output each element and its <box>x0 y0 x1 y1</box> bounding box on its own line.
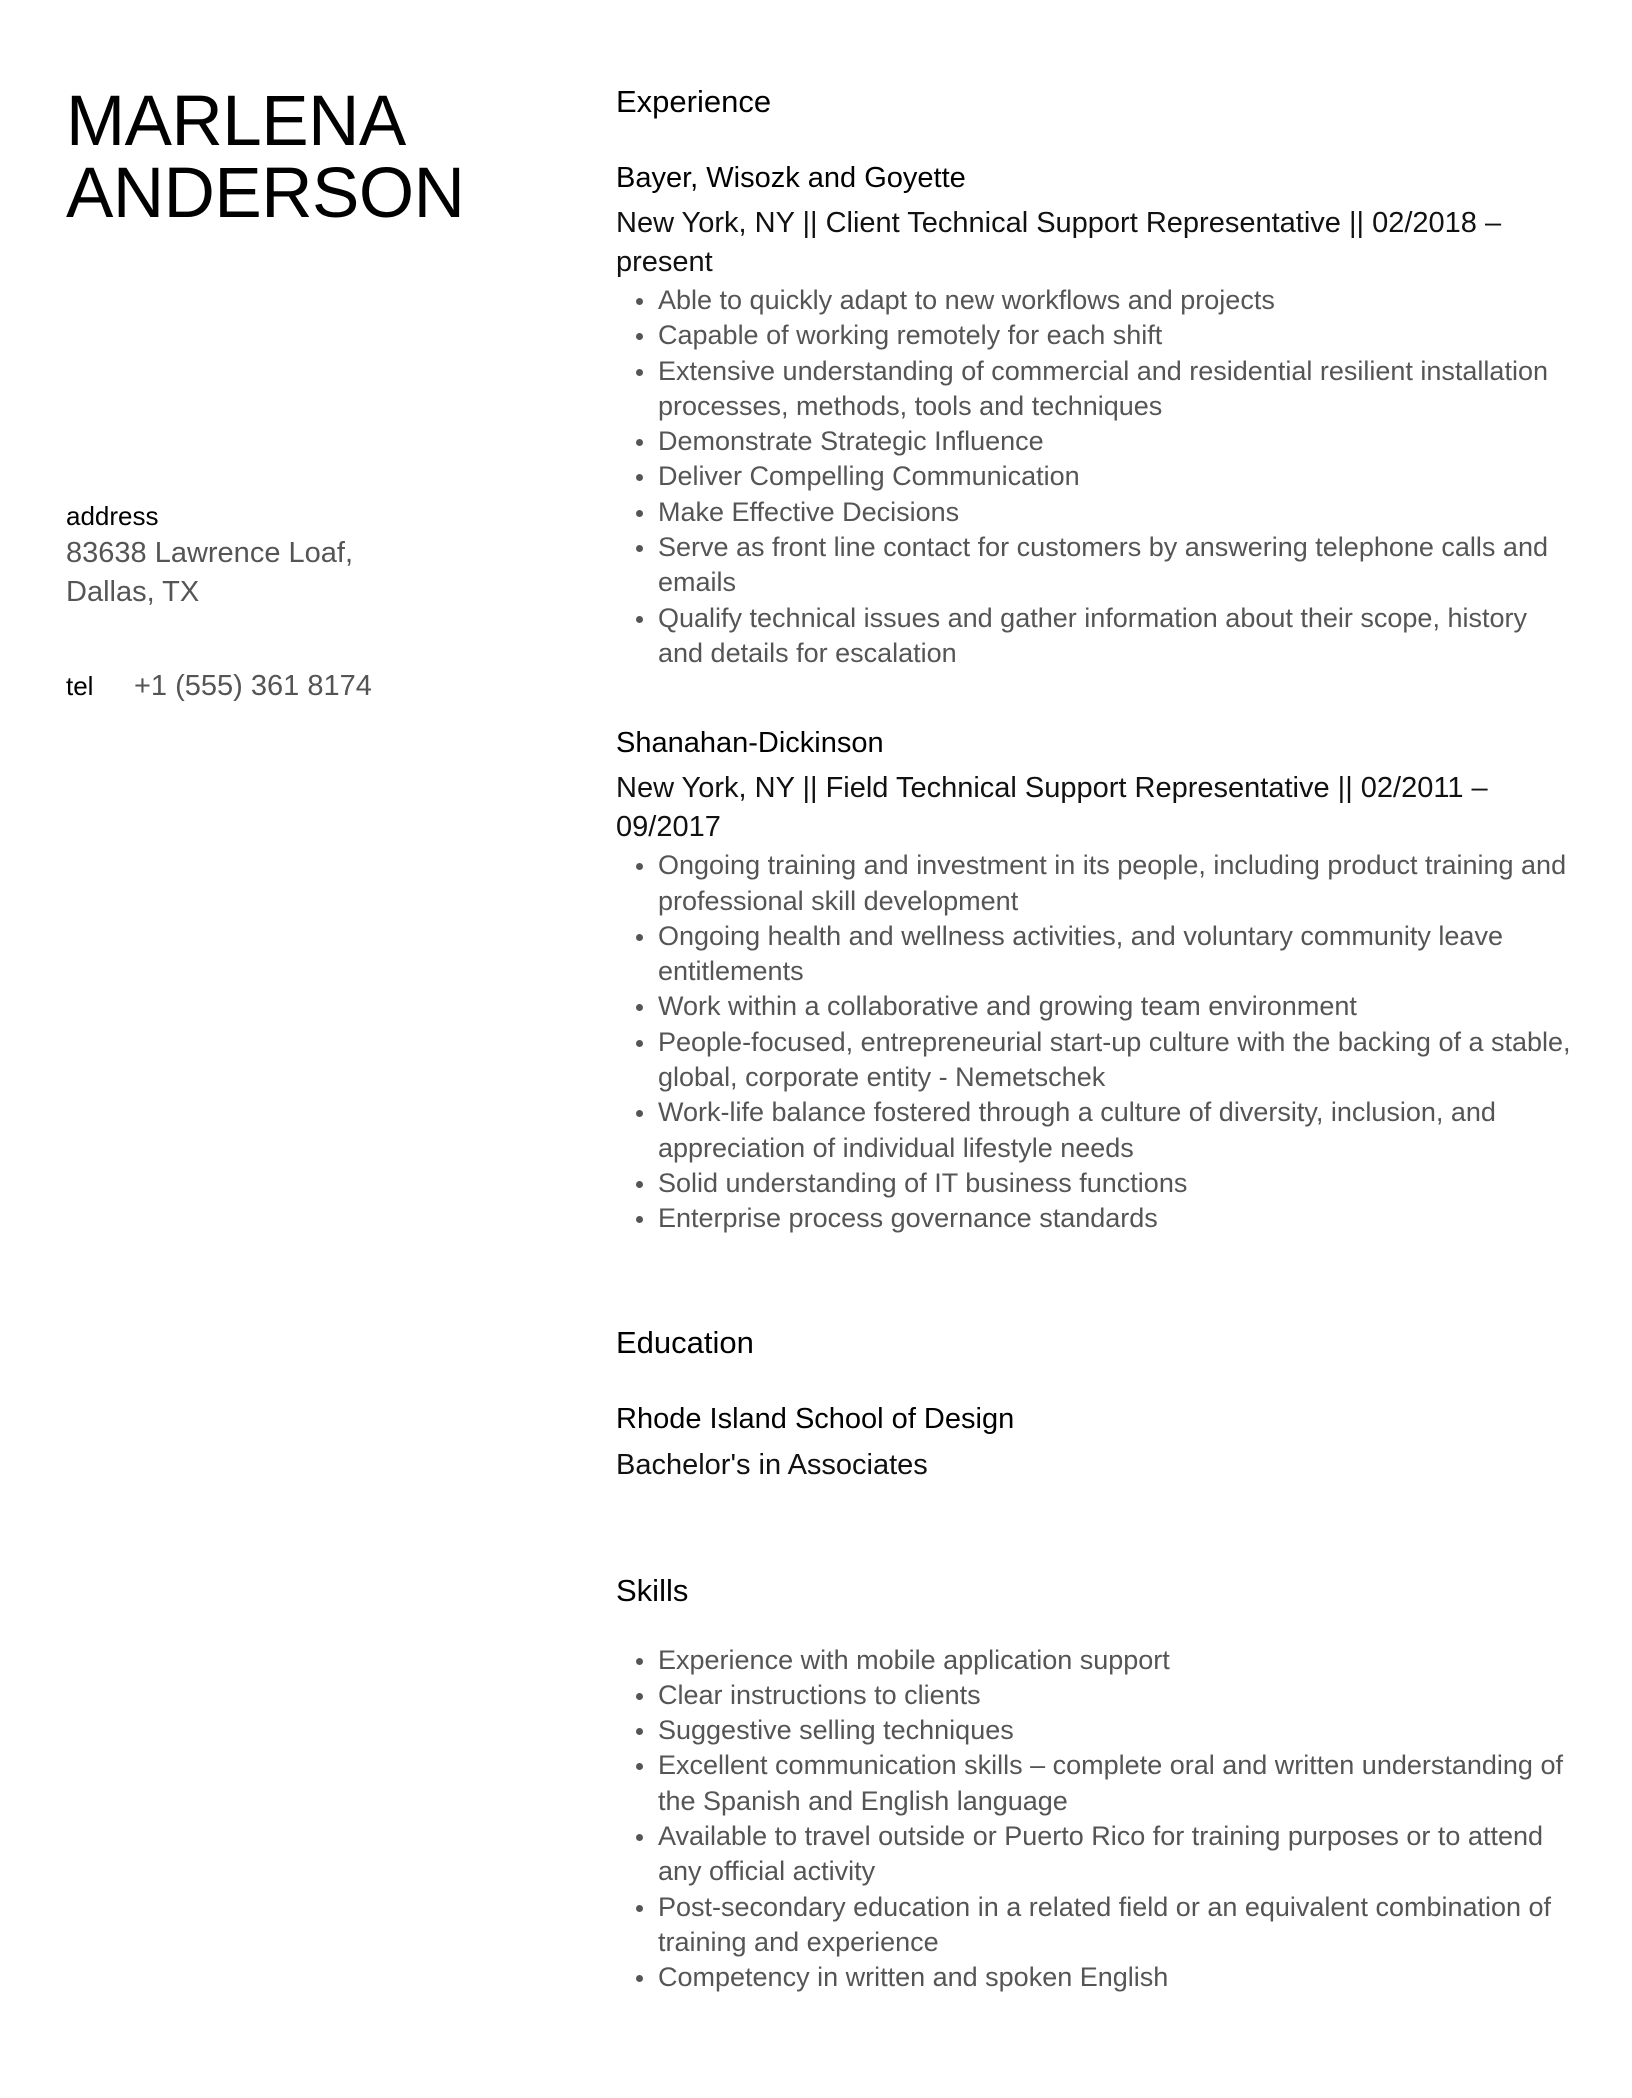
education-title: Education <box>616 1324 754 1360</box>
job-company: Bayer, Wisozk and Goyette <box>616 162 966 194</box>
address-value <box>66 534 353 612</box>
job-bullets <box>616 848 1576 1236</box>
bullet-item: Work-life balance fostered through a culture of diversity, inclusion, and appreciation of individual lifestyle needs <box>658 1095 1576 1166</box>
education-degree: Bachelor's in Associates <box>616 1448 928 1481</box>
bullet-item: Capable of working remotely for each shift <box>658 318 1576 353</box>
education-school: Rhode Island School of Design <box>616 1402 1015 1435</box>
skill-item: Clear instructions to clients <box>658 1678 1576 1713</box>
bullet-item: Able to quickly adapt to new workflows and projects <box>658 283 1576 318</box>
bullet-item: Qualify technical issues and gather information about their scope, history and details for escalation <box>658 601 1576 672</box>
skill-item: Competency in written and spoken English <box>658 1960 1576 1995</box>
address-label: address <box>66 501 159 531</box>
bullet-item: People-focused, entrepreneurial start-up culture with the backing of a stable, global, corporate entity - Nemetschek <box>658 1025 1576 1096</box>
bullet-item: Demonstrate Strategic Influence <box>658 424 1576 459</box>
tel-block <box>66 666 372 706</box>
bullet-item: Enterprise process governance standards <box>658 1201 1576 1236</box>
tel-value: +1 (555) 361 8174 <box>134 670 372 702</box>
bullet-item: Extensive understanding of commercial and residential resilient installation processes, methods, tools and techniques <box>658 354 1576 425</box>
name-first: MARLENA <box>66 82 406 161</box>
bullet-item: Work within a collaborative and growing team environment <box>658 989 1576 1024</box>
candidate-name <box>66 82 546 233</box>
skill-item: Excellent communication skills – complete oral and written understanding of the Spanish and English language <box>658 1748 1576 1819</box>
job-meta: New York, NY || Field Technical Support Representative || 02/2011 – 09/2017 <box>616 772 1488 844</box>
bullet-item: Deliver Compelling Communication <box>658 459 1576 494</box>
address-block <box>66 498 353 612</box>
job-bullets <box>616 283 1576 671</box>
skill-item: Post-secondary education in a related field or an equivalent combination of training and experience <box>658 1890 1576 1961</box>
bullet-item: Solid understanding of IT business functions <box>658 1166 1576 1201</box>
experience-section <box>616 82 1576 1237</box>
job-company: Shanahan-Dickinson <box>616 727 884 760</box>
main-column <box>616 82 1576 1996</box>
skills-title: Skills <box>616 1572 689 1608</box>
address-line-2: Dallas, TX <box>66 576 200 608</box>
job-entry <box>616 158 1576 671</box>
skill-item: Suggestive selling techniques <box>658 1713 1576 1748</box>
skills-section <box>616 1571 1576 1996</box>
skill-item: Available to travel outside or Puerto Rico for training purposes or to attend any official activity <box>658 1819 1576 1890</box>
bullet-item: Serve as front line contact for customers by answering telephone calls and emails <box>658 530 1576 601</box>
bullet-item: Ongoing health and wellness activities, and voluntary community leave entitlements <box>658 919 1576 990</box>
name-last: ANDERSON <box>66 154 465 233</box>
job-entry <box>616 723 1576 1236</box>
header-column <box>66 82 546 233</box>
tel-label: tel <box>66 671 94 701</box>
skill-item: Experience with mobile application support <box>658 1643 1576 1678</box>
skills-list <box>616 1643 1576 1996</box>
bullet-item: Make Effective Decisions <box>658 495 1576 530</box>
bullet-item: Ongoing training and investment in its people, including product training and professional skill development <box>658 848 1576 919</box>
address-line-1: 83638 Lawrence Loaf, <box>66 537 353 569</box>
education-section <box>616 1323 1576 1485</box>
job-meta: New York, NY || Client Technical Support Representative || 02/2018 – present <box>616 207 1502 278</box>
experience-title: Experience <box>616 84 772 119</box>
